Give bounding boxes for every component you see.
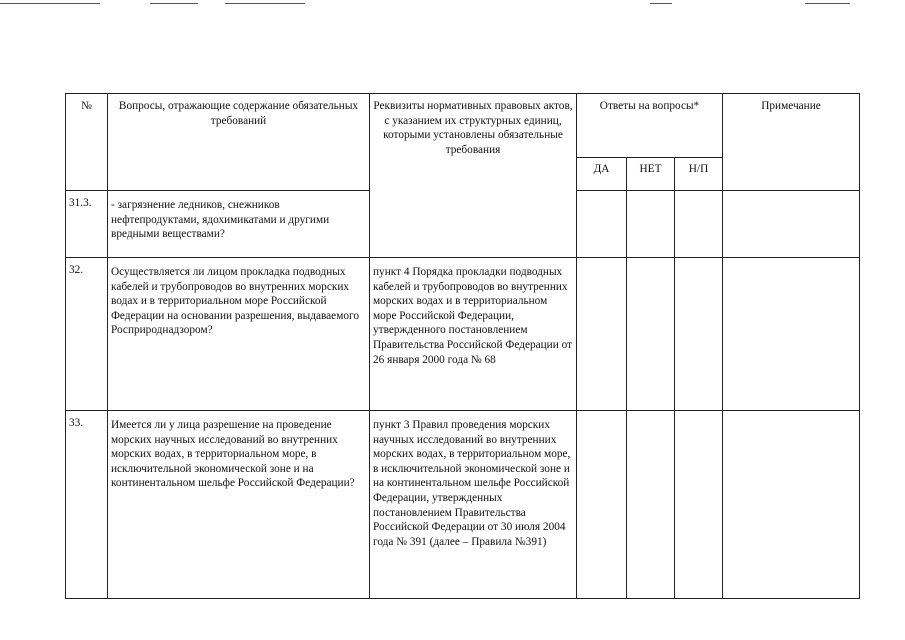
note-cell[interactable] [723, 258, 860, 411]
answer-yes-cell[interactable] [577, 191, 627, 258]
checklist-table [65, 93, 860, 599]
answer-yes-cell[interactable] [577, 411, 627, 599]
row-number: 32. [66, 258, 108, 411]
note-cell[interactable] [723, 191, 860, 258]
row-question: Имеется ли у лица разрешение на проведение морских научных исследований во внутренних морских водах, в территориальном море, в исключительной экономической зоне и на континентальном шельфе Российской Федерации? [108, 411, 370, 599]
row-question: - загрязнение ледников, снежников нефтепродуктами, ядохимикатами и другими вредными веществами? [108, 191, 370, 258]
answer-na-cell[interactable] [675, 191, 723, 258]
answer-no-cell[interactable] [627, 411, 675, 599]
header-questions: Вопросы, отражающие содержание обязательных требований [108, 94, 370, 191]
header-note: Примечание [723, 94, 860, 191]
header-no: НЕТ [627, 158, 675, 191]
header-requisites [370, 94, 577, 258]
scan-artifact [650, 3, 672, 4]
row-requisites: пункт 4 Порядка прокладки подводных кабелей и трубопроводов во внутренних морских водах и в территориальном море Российской Федерации, утвержденного постановлением Правительства Российской Федерации от 26 января 2000 года № 68 [370, 258, 577, 411]
scan-artifact [150, 3, 198, 4]
answer-yes-cell[interactable] [577, 258, 627, 411]
answer-no-cell[interactable] [627, 258, 675, 411]
scan-artifact [805, 3, 850, 4]
row-question: Осуществляется ли лицом прокладка подводных кабелей и трубопроводов во внутренних морских водах и в территориальном море Российской Федерации на основании разрешения, выдаваемого Росприроднадзором? [108, 258, 370, 411]
table-row [66, 411, 860, 599]
header-requisites-text: Реквизиты нормативных правовых актов, с указанием их структурных единиц, которыми установлены обязательные требования [373, 100, 573, 156]
row-number: 31.3. [66, 191, 108, 258]
scan-artifact [0, 3, 100, 4]
header-na: Н/П [675, 158, 723, 191]
table-row [66, 258, 860, 411]
row-number: 33. [66, 411, 108, 599]
row-requisites: пункт 3 Правил проведения морских научных исследований во внутренних морских водах, в территориальном море, в исключительной экономической зоне и на континентальном шельфе Российской Федерации, утвержденных постановлением Правительства Российской Федерации от 30 июля 2004 года № 391 (далее – Правила №391) [370, 411, 577, 599]
header-num: № [66, 94, 108, 191]
scan-artifact [225, 3, 305, 4]
header-yes: ДА [577, 158, 627, 191]
answer-na-cell[interactable] [675, 258, 723, 411]
answer-no-cell[interactable] [627, 191, 675, 258]
header-row [66, 94, 860, 158]
header-answers: Ответы на вопросы* [577, 94, 723, 158]
answer-na-cell[interactable] [675, 411, 723, 599]
note-cell[interactable] [723, 411, 860, 599]
